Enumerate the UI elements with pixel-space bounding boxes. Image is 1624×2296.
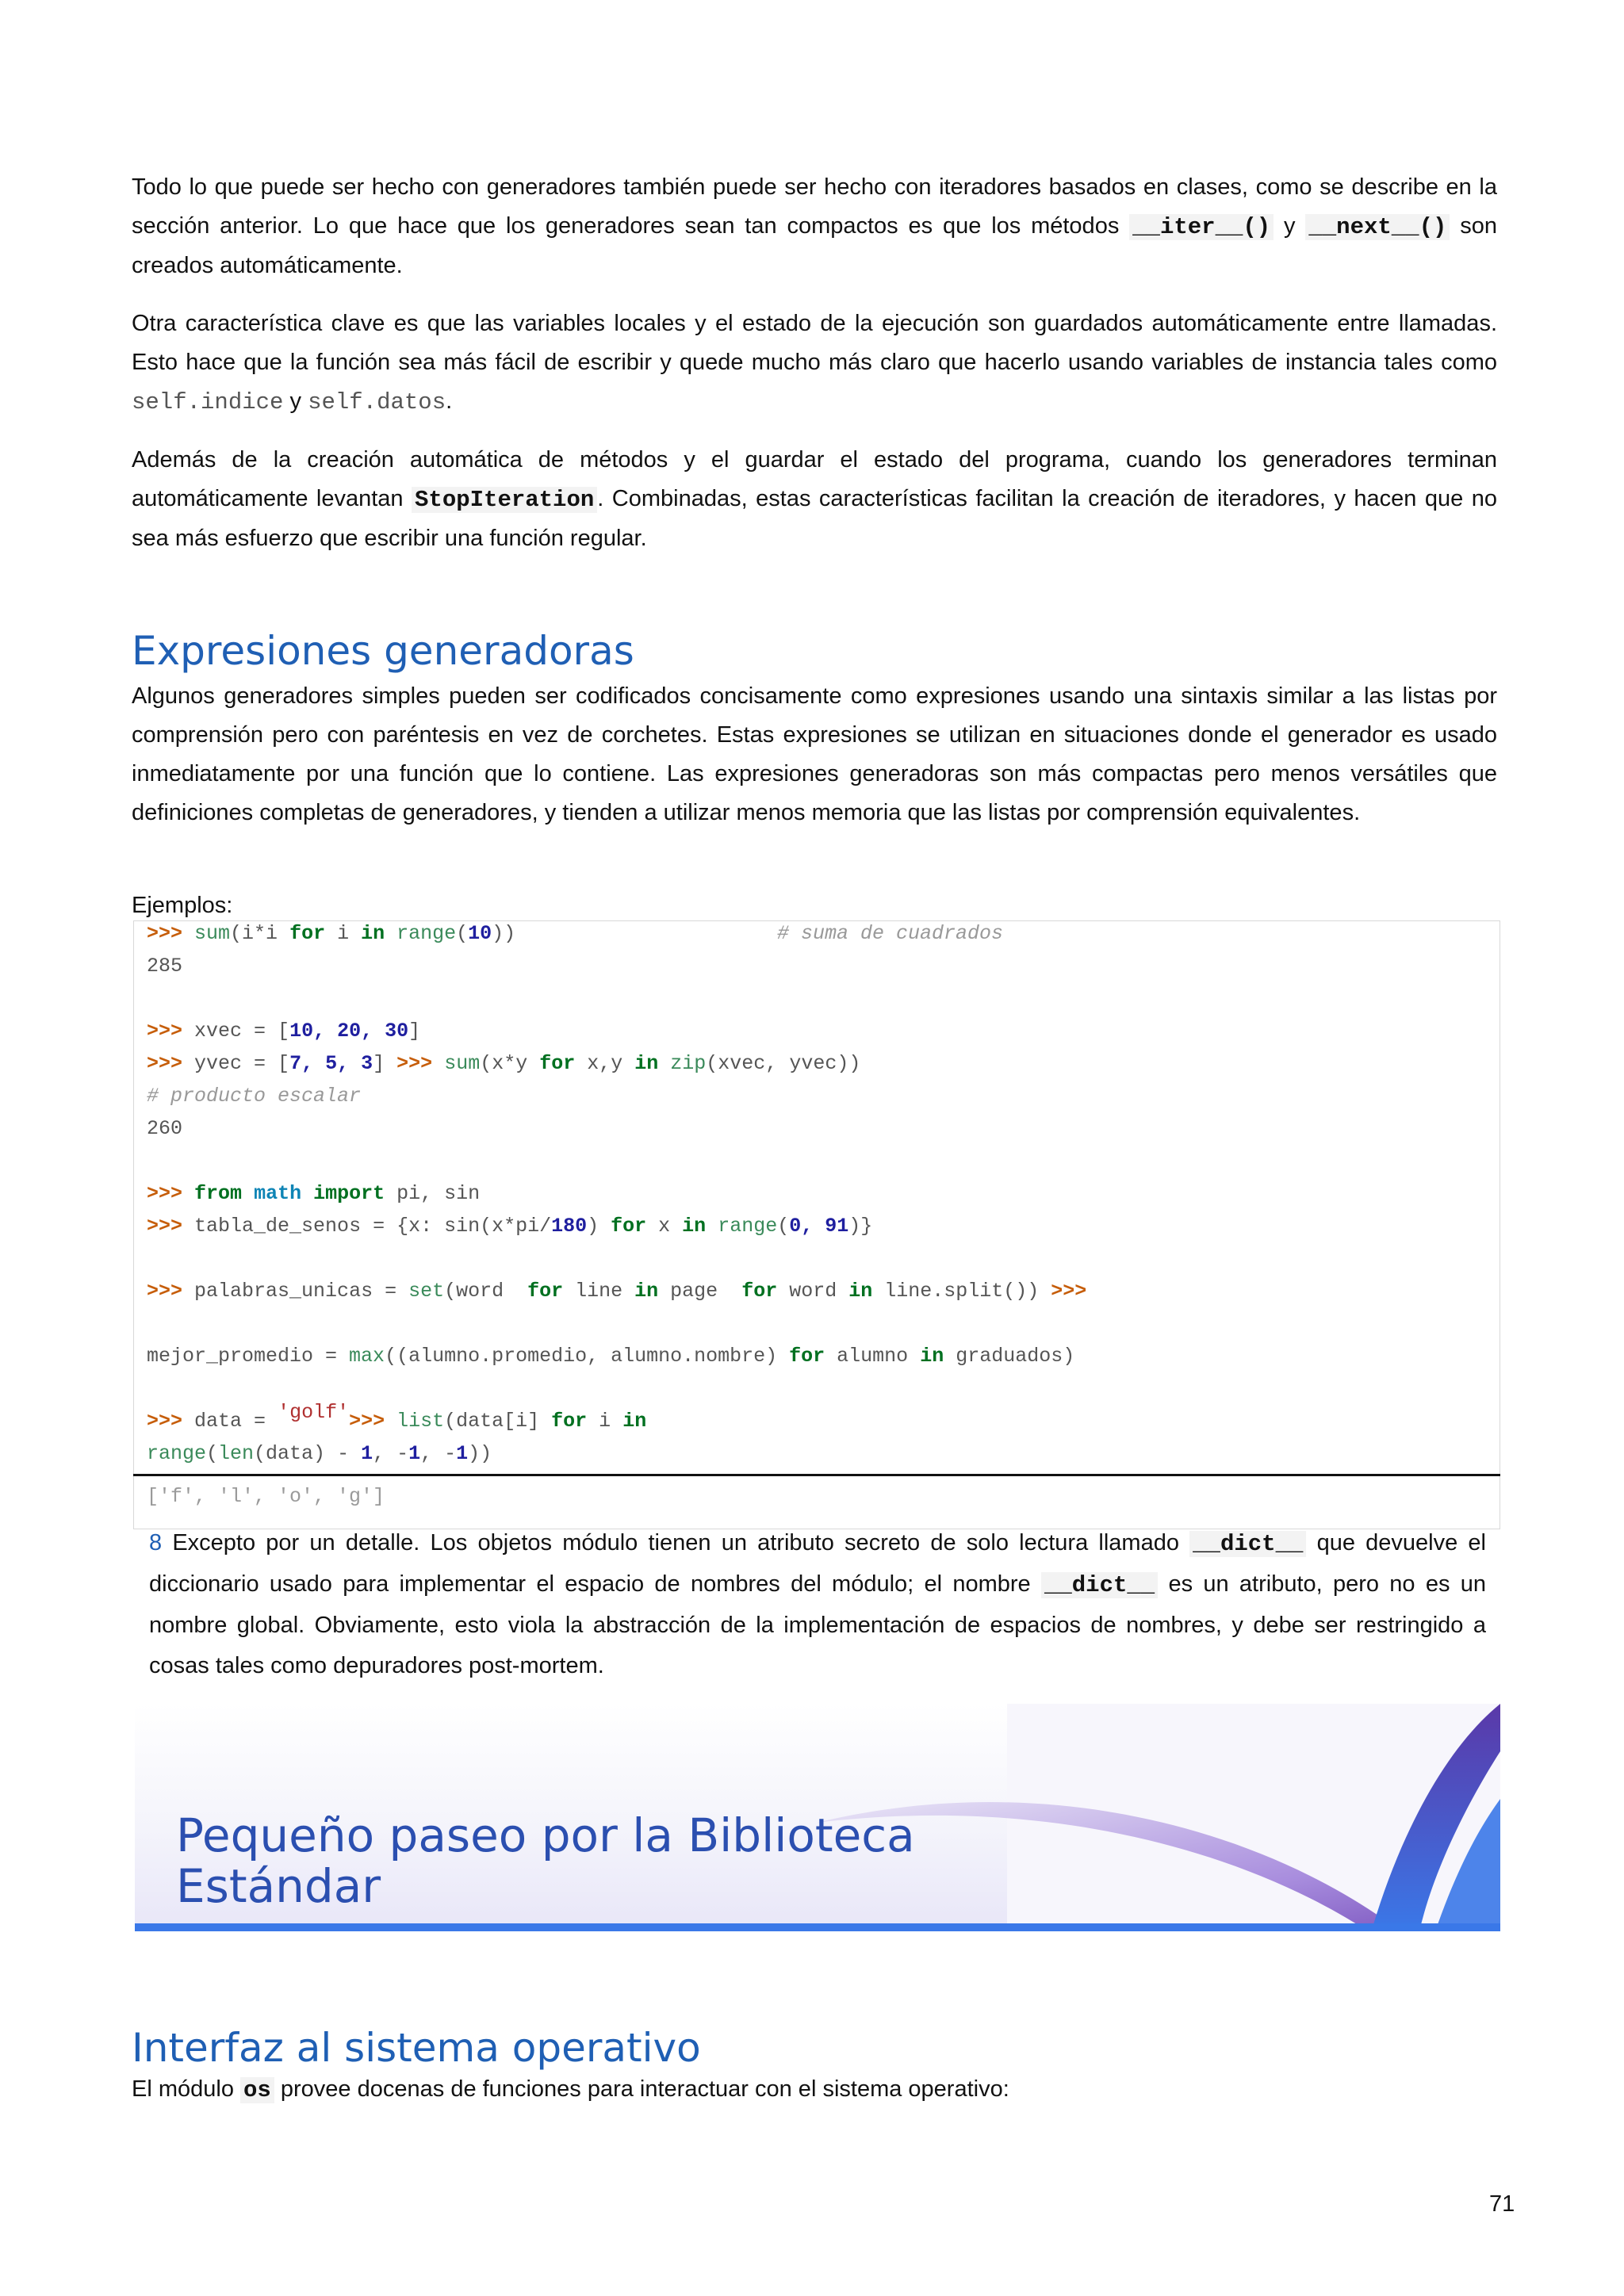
paragraph-stopiteration: Además de la creación automática de métodos y el guardar el estado del programa, cuando los generadores terminan automáticamente levantan StopIteration . Combinadas, estas características facilitan la creación de iteradores, y hacen que no sea más esfuerzo que escribir una función regular. [132,447,1497,551]
code-output: 260 [147,1117,183,1140]
inline-code-next: __next__() [1305,214,1450,240]
code-line: >>> sum(i*i for i in range(10)) # suma de cuadrados [147,918,515,950]
code-line: >>> yvec = [7, 5, 3] >>> sum(x*y for x,y in zip(xvec, yvec)) [147,1052,861,1075]
paragraph-os-module: El módulo os provee docenas de funciones para interactuar con el sistema operativo: [132,2076,1009,2103]
inline-code-os: os [240,2077,274,2103]
code-example-block [133,920,1500,1529]
code-line: >>> data = 'golf'>>> list(data[i] for i in [147,1401,647,1433]
code-line: >>> xvec = [10, 20, 30] [147,1020,421,1043]
code-line: range(len(data) - 1, -1, -1)) [147,1442,492,1465]
footnote-separator [133,1474,1500,1476]
chapter-banner [135,1704,1500,1931]
inline-code-self-datos: self.datos [308,389,446,415]
footnote-number: 8 [149,1530,163,1556]
inline-code-dict: __dict__ [1189,1531,1306,1557]
chapter-title: Pequeño paseo por la Biblioteca Estándar [176,1808,915,1913]
examples-label: Ejemplos: [132,893,233,918]
paragraph-local-state: Otra característica clave es que las variables locales y el estado de la ejecución son guardados automáticamente entre llamadas. Esto hace que la función sea más fácil de escribir y quede mucho más claro que hacerlo usando variables de instancia tales como self.indice y self.datos. [132,311,1497,415]
banner-accent-bar [135,1923,1500,1931]
code-comment: # producto escalar [147,1085,362,1108]
code-line: >>> tabla_de_senos = {x: sin(x*pi/180) for x in range(0, 91)} [147,1215,873,1238]
paragraph-generator-expressions: Algunos generadores simples pueden ser codificados concisamente como expresiones usando una sintaxis similar a las listas por comprensión pero con paréntesis en vez de corchetes. Estas expresiones se utilizan en situaciones donde el generador es usado inmediatamente por una función que lo contiene. Las expresiones generadoras son más compactas pero menos versátiles que definiciones completas de generadores, y tienden a utilizar menos memoria que las listas por comprensión equivalentes. [132,683,1497,825]
inline-code-iter: __iter__() [1129,214,1274,240]
code-string: 'golf' [278,1401,350,1424]
inline-code-stopiteration: StopIteration [412,487,597,513]
page-number: 71 [1489,2191,1515,2217]
inline-code-dict: __dict__ [1041,1572,1158,1598]
code-line: mejor_promedio = max((alumno.promedio, alumno.nombre) for alumno in graduados) [147,1345,1075,1368]
section-title-generator-expressions: Expresiones generadoras [132,628,634,674]
inline-code-self-indice: self.indice [132,389,284,415]
paragraph-generators-intro: Todo lo que puede ser hecho con generadores también puede ser hecho con iteradores basados en clases, como se describe en la sección anterior. Lo que hace que los generadores sean tan compactos es que los métodos __iter__() y __next__() son creados automáticamente. [132,174,1497,278]
code-line: >>> palabras_unicas = set(word for line in page for word in line.split()) >>> [147,1280,1087,1303]
footnote-8: 8 Excepto por un detalle. Los objetos módulo tienen un atributo secreto de solo lectura llamado __dict__ que devuelve el diccionario usado para implementar el espacio de nombres del módulo; el nombre __dict__ es un atributo, pero no es un nombre global. Obviamente, esto viola la abstracción de la implementación de espacios de nombres, y debe ser restringido a cosas tales como depuradores post-mortem. [149,1530,1487,1678]
code-line: >>> from math import pi, sin [147,1182,481,1205]
code-output: 285 [147,955,183,978]
code-comment: # suma de cuadrados [777,922,1004,945]
code-output: ['f', 'l', 'o', 'g'] [147,1485,385,1508]
section-title-os-interface: Interfaz al sistema operativo [132,2025,701,2071]
